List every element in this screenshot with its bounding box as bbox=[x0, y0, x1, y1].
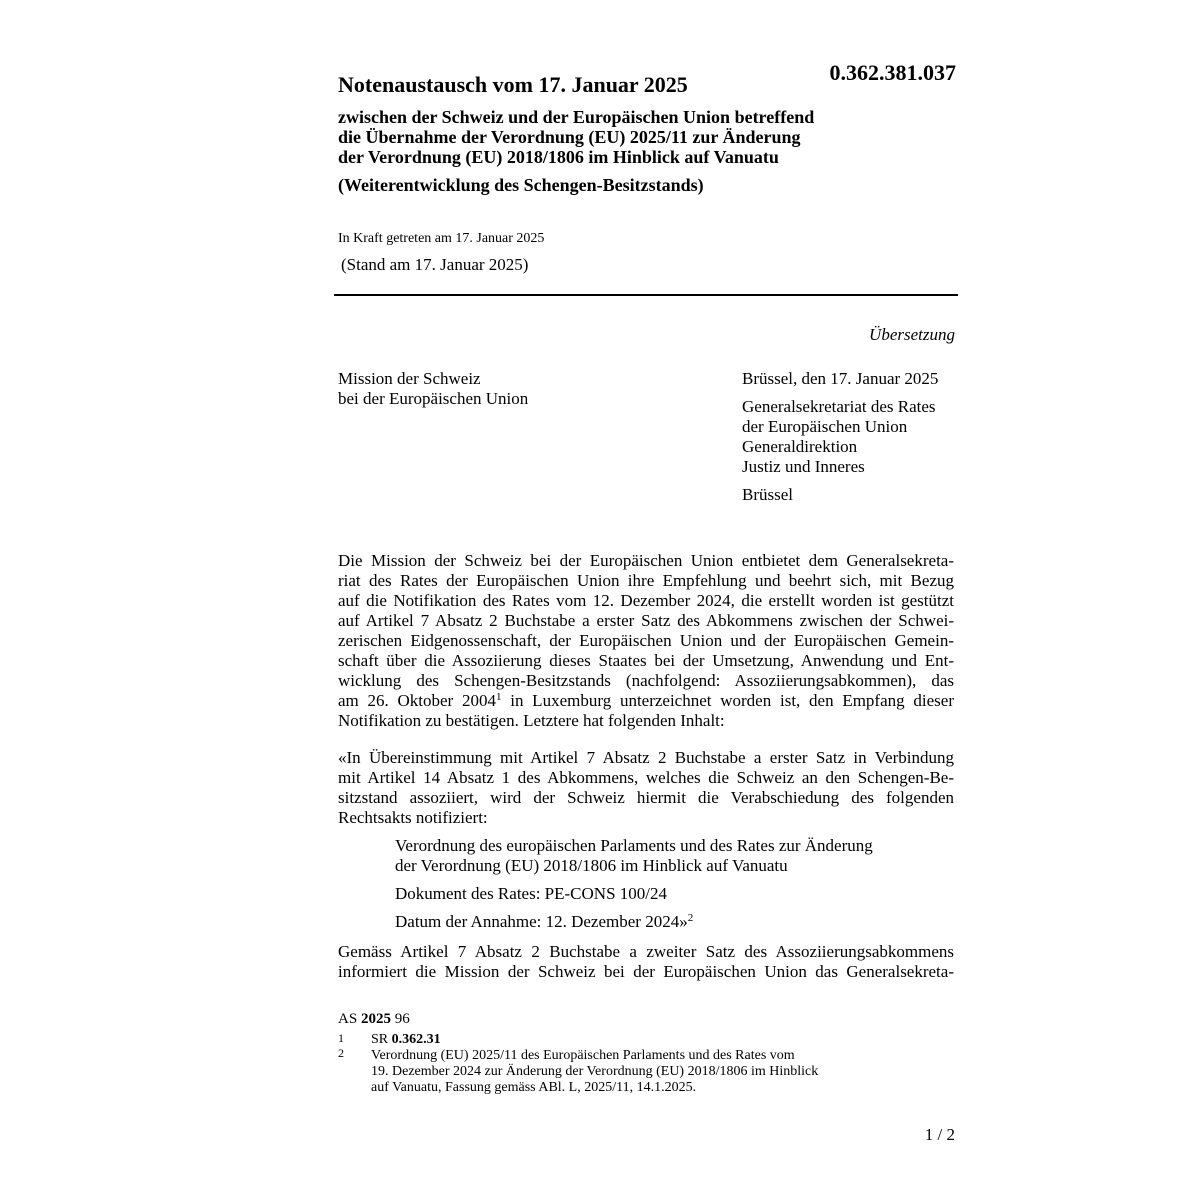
line-text: am 26. Oktober 2004 bbox=[338, 691, 496, 710]
letter-place-date: Brüssel, den 17. Januar 2025 bbox=[742, 369, 939, 388]
page-number: 1 / 2 bbox=[924, 1125, 955, 1144]
body-paragraph-3 bbox=[338, 942, 954, 982]
subtitle-line: zwischen der Schweiz und der Europäischen Union betreffend bbox=[338, 107, 815, 127]
paragraph-line: mit Artikel 14 Absatz 1 des Abkommens, welches die Schweiz an den Schengen-Be- bbox=[338, 768, 954, 787]
translation-label: Übersetzung bbox=[869, 325, 955, 344]
document-subtitle bbox=[338, 107, 898, 167]
quoted-adoption-date bbox=[395, 912, 693, 932]
letter-sender bbox=[338, 369, 528, 409]
paragraph-line: Rechtsakts notifiziert: bbox=[338, 808, 488, 827]
quote-line: Verordnung des europäischen Parlaments und des Rates zur Änderung bbox=[395, 836, 873, 855]
recipient-line: der Europäischen Union bbox=[742, 417, 908, 436]
paragraph-line: riat des Rates der Europäischen Union ihre Empfehlung und beehrt sich, mit Bezug bbox=[338, 571, 954, 590]
in-force-date: In Kraft getreten am 17. Januar 2025 bbox=[338, 231, 545, 246]
footnote-1-prefix: SR bbox=[371, 1032, 389, 1047]
body-paragraph-2 bbox=[338, 748, 954, 828]
paragraph-line bbox=[338, 691, 954, 711]
sender-line: bei der Europäischen Union bbox=[338, 389, 529, 408]
as-year: 2025 bbox=[360, 1011, 391, 1027]
paragraph-line: auf Artikel 7 Absatz 2 Buchstabe a erster Satz des Abkommens zwischen der Schwei- bbox=[338, 611, 954, 630]
footnote-ref-2[interactable]: 2 bbox=[687, 912, 694, 924]
status-date: (Stand am 17. Januar 2025) bbox=[341, 255, 529, 274]
header-divider bbox=[334, 294, 958, 296]
paragraph-line: zerischen Eidgenossenschaft, der Europäischen Union und der Europäischen Gemein- bbox=[338, 631, 954, 650]
footnote-number-2: 2 bbox=[338, 1046, 344, 1060]
sender-line: Mission der Schweiz bbox=[338, 369, 481, 388]
paragraph-line: Notifikation zu bestätigen. Letztere hat folgenden Inhalt: bbox=[338, 711, 725, 730]
as-prefix: AS bbox=[338, 1011, 358, 1027]
recipient-line: Generalsekretariat des Rates bbox=[742, 397, 936, 416]
subtitle-line: die Übernahme der Verordnung (EU) 2025/11 zur Änderung bbox=[338, 127, 801, 147]
line-text: in Luxemburg unterzeichnet worden ist, den Empfang dieser bbox=[501, 691, 954, 710]
paragraph-line: Die Mission der Schweiz bei der Europäischen Union entbietet dem Generalsekreta- bbox=[338, 551, 954, 570]
paragraph-line: sitzstand assoziiert, wird der Schweiz hiermit die Verabschiedung des folgenden bbox=[338, 788, 954, 807]
recipient-line: Justiz und Inneres bbox=[742, 457, 865, 476]
as-page: 96 bbox=[394, 1011, 410, 1027]
footnote-1 bbox=[371, 1032, 441, 1048]
footnote-2 bbox=[371, 1048, 818, 1096]
footnote-ref-1[interactable]: 1 bbox=[495, 691, 502, 703]
footnote-number-1: 1 bbox=[338, 1031, 344, 1045]
footnote-1-link[interactable]: 0.362.31 bbox=[391, 1032, 441, 1047]
as-reference bbox=[338, 1011, 410, 1028]
quoted-act-title bbox=[395, 836, 873, 876]
footnote-line: 19. Dezember 2024 zur Änderung der Verordnung (EU) 2018/1806 im Hinblick bbox=[371, 1064, 819, 1079]
paragraph-line: informiert die Mission der Schweiz bei der Europäischen Union das Generalsekreta- bbox=[338, 962, 954, 981]
subtitle-line: der Verordnung (EU) 2018/1806 im Hinblick auf Vanuatu bbox=[338, 147, 779, 167]
quote-line: der Verordnung (EU) 2018/1806 im Hinblick auf Vanuatu bbox=[395, 856, 788, 875]
paragraph-line: schaft über die Assoziierung dieses Staates bei der Umsetzung, Anwendung und Ent- bbox=[338, 651, 954, 670]
footnote-line: Verordnung (EU) 2025/11 des Europäischen Parlaments und des Rates vom bbox=[371, 1048, 795, 1063]
paragraph-line: Gemäss Artikel 7 Absatz 2 Buchstabe a zweiter Satz des Assoziierungsabkommens bbox=[338, 942, 954, 961]
quoted-council-document: Dokument des Rates: PE-CONS 100/24 bbox=[395, 884, 667, 903]
letter-recipient-city: Brüssel bbox=[742, 485, 793, 504]
paragraph-line: «In Übereinstimmung mit Artikel 7 Absatz 2 Buchstabe a erster Satz in Verbindung bbox=[338, 748, 954, 767]
letter-recipient bbox=[742, 397, 936, 477]
document-title: Notenaustausch vom 17. Januar 2025 bbox=[338, 72, 688, 97]
footnote-line: auf Vanuatu, Fassung gemäss ABl. L, 2025/11, 14.1.2025. bbox=[371, 1080, 697, 1095]
body-paragraph-1 bbox=[338, 551, 954, 731]
paragraph-line: wicklung des Schengen-Besitzstands (nachfolgend: Assoziierungsabkommen), das bbox=[338, 671, 954, 690]
sr-number: 0.362.381.037 bbox=[829, 60, 956, 85]
quote-date-text: Datum der Annahme: 12. Dezember 2024» bbox=[395, 912, 688, 931]
recipient-line: Generaldirektion bbox=[742, 437, 858, 456]
paragraph-line: auf die Notifikation des Rates vom 12. Dezember 2024, die erstellt worden ist gestützt bbox=[338, 591, 954, 610]
document-subtitle-schengen: (Weiterentwicklung des Schengen-Besitzstands) bbox=[338, 175, 704, 195]
